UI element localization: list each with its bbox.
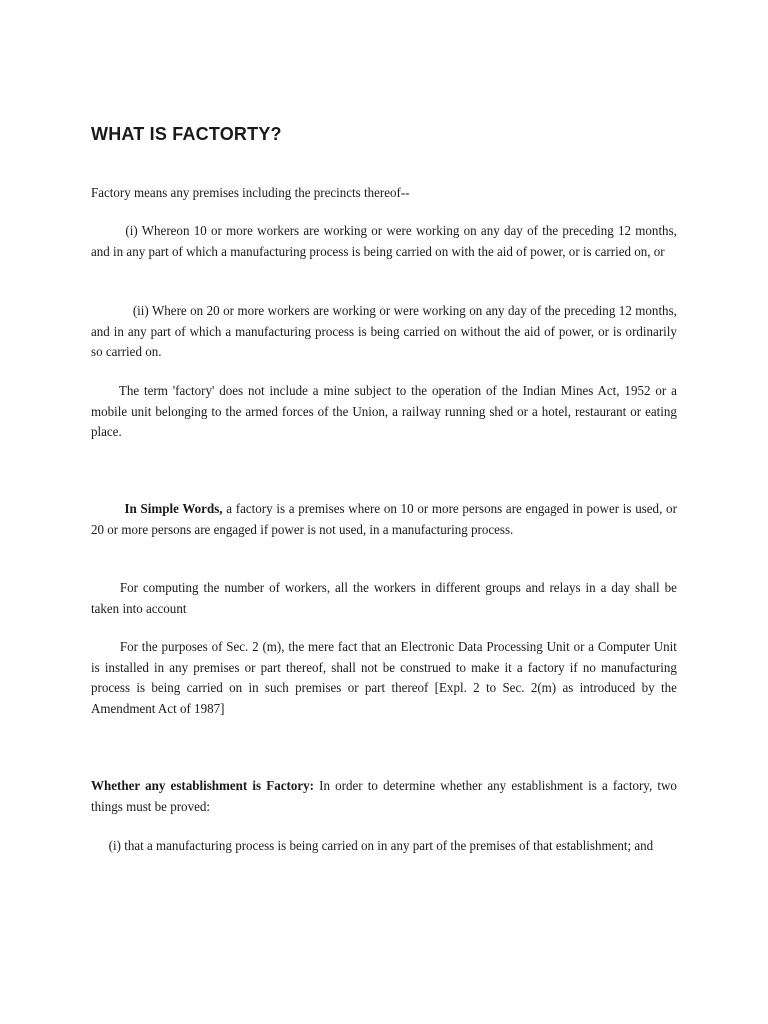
computing-paragraph: For computing the number of workers, all the workers in different groups and relays in a day shall be taken into account [91, 581, 677, 617]
simple-words-paragraph [91, 500, 677, 541]
clause-ii-paragraph: (ii) Where on 20 or more workers are working or were working on any day of the preceding 12 months, and in any part of which a manufacturing process is being carried on without the aid of power, or is ordinarily so carried on. [91, 304, 677, 360]
condition-i-paragraph: (i) that a manufacturing process is being carried on in any part of the premises of that establishment; and [108, 839, 654, 854]
whether-factory-text: In order to determine whether any establishment is a factory, two things must be proved: [91, 779, 677, 815]
page-title: WHAT IS FACTORTY? [91, 124, 282, 144]
exclusion-paragraph: The term 'factory' does not include a mine subject to the operation of the Indian Mines Act, 1952 or a mobile unit belonging to the armed forces of the Union, a railway running shed or a hotel, restaurant or eating place. [91, 384, 677, 440]
simple-words-text: a factory is a premises where on 10 or more persons are engaged in power is used, or 20 or more persons are engaged if power is not used, in a manufacturing process. [91, 502, 677, 538]
purposes-paragraph: For the purposes of Sec. 2 (m), the mere fact that an Electronic Data Processing Unit or a Computer Unit is installed in any premises or part thereof, shall not be construed to make it a factory if no manufacturing process is being carried on in such premises or part thereof [Expl. 2 to Sec. 2(m) as introduced by the Amendment Act of 1987] [91, 640, 677, 717]
clause-i-paragraph: (i) Whereon 10 or more workers are working or were working on any day of the preceding 12 months, and in any part of which a manufacturing process is being carried on with the aid of power, or is carried on, or [91, 224, 677, 260]
whether-factory-paragraph [91, 777, 677, 818]
simple-words-label: In Simple Words, [124, 502, 223, 517]
intro-paragraph: Factory means any premises including the precincts thereof-- [91, 186, 410, 201]
whether-factory-label: Whether any establishment is Factory: [91, 779, 314, 794]
